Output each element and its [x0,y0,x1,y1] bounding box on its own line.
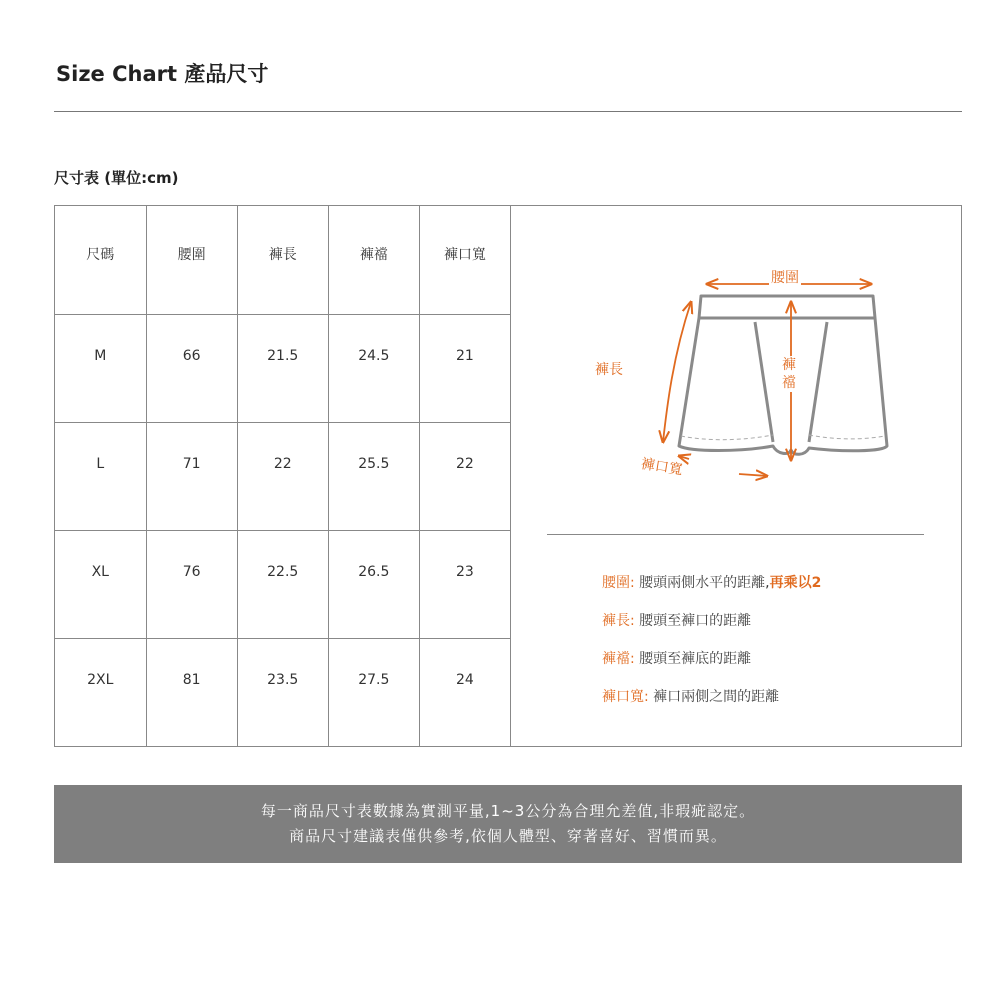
page-title: Size Chart 產品尺寸 [56,62,269,86]
disclaimer-line: 商品尺寸建議表僅供參考,依個人體型、穿著喜好、習慣而異。 [289,827,727,845]
table-row [55,314,511,422]
table-cell: 71 [146,422,237,530]
diagram-label-leg-opening: 褲口寬 [639,456,684,479]
leg-opening-arrow [679,456,767,476]
definition-desc: 腰頭至褲底的距離 [639,651,752,667]
disclaimer-line: 每一商品尺寸表數據為實測平量,1~3公分為合理允差值,非瑕疵認定。 [260,802,756,820]
definition-desc: 腰頭至褲口的距離 [639,613,752,629]
definition-item [602,610,821,648]
definition-term: 腰圍: [602,575,635,591]
table-row [55,422,511,530]
leg-hem-dashes [681,435,885,440]
table-cell: 22 [419,422,510,530]
definition-emphasis: 再乘以2 [769,575,822,591]
table-row [55,530,511,638]
header-rise: 褲襠 [328,206,419,314]
table-cell: 24.5 [328,314,419,422]
definition-desc: 腰頭兩側水平的距離 [639,575,766,591]
table-cell: 22 [237,422,328,530]
table-header-row [55,206,511,314]
panel-divider [547,534,924,535]
diagram-label-length: 褲長 [595,362,623,378]
table-cell: 26.5 [328,530,419,638]
table-cell: 23.5 [237,638,328,746]
table-cell: 21 [419,314,510,422]
header-size: 尺碼 [55,206,146,314]
table-cell: 2XL [55,638,146,746]
definition-desc: 褲口兩側之間的距離 [653,689,780,705]
definition-item: 腰圍: 腰頭兩側水平的距離,再乘以2 [602,575,822,591]
length-arrow [663,302,691,442]
header-leg-opening: 褲口寬 [419,206,510,314]
disclaimer-banner [54,785,962,863]
table-cell: 66 [146,314,237,422]
diagram-label-waist: 腰圍 [771,270,799,286]
definition-item [602,648,821,686]
size-table [55,206,511,746]
table-row [55,638,511,746]
definition-term: 褲口寬: [602,689,649,705]
header-length: 褲長 [237,206,328,314]
table-cell: XL [55,530,146,638]
measurement-definitions [602,572,821,724]
diagram-label-rise: 褲襠 [782,357,796,391]
size-chart-frame [54,205,962,747]
header-waist: 腰圍 [146,206,237,314]
measurement-diagram-panel [511,206,961,746]
definition-term: 褲長: [602,613,635,629]
table-cell: 76 [146,530,237,638]
table-cell: 21.5 [237,314,328,422]
table-cell: M [55,314,146,422]
table-cell: 24 [419,638,510,746]
table-cell: 81 [146,638,237,746]
table-cell: 27.5 [328,638,419,746]
title-divider [54,111,962,112]
table-cell: L [55,422,146,530]
boxer-brief-diagram [511,206,961,526]
table-cell: 22.5 [237,530,328,638]
table-caption: 尺寸表 (單位:cm) [54,169,179,187]
definition-term: 褲襠: [602,651,635,667]
table-cell: 23 [419,530,510,638]
definition-item [602,686,821,724]
table-cell: 25.5 [328,422,419,530]
